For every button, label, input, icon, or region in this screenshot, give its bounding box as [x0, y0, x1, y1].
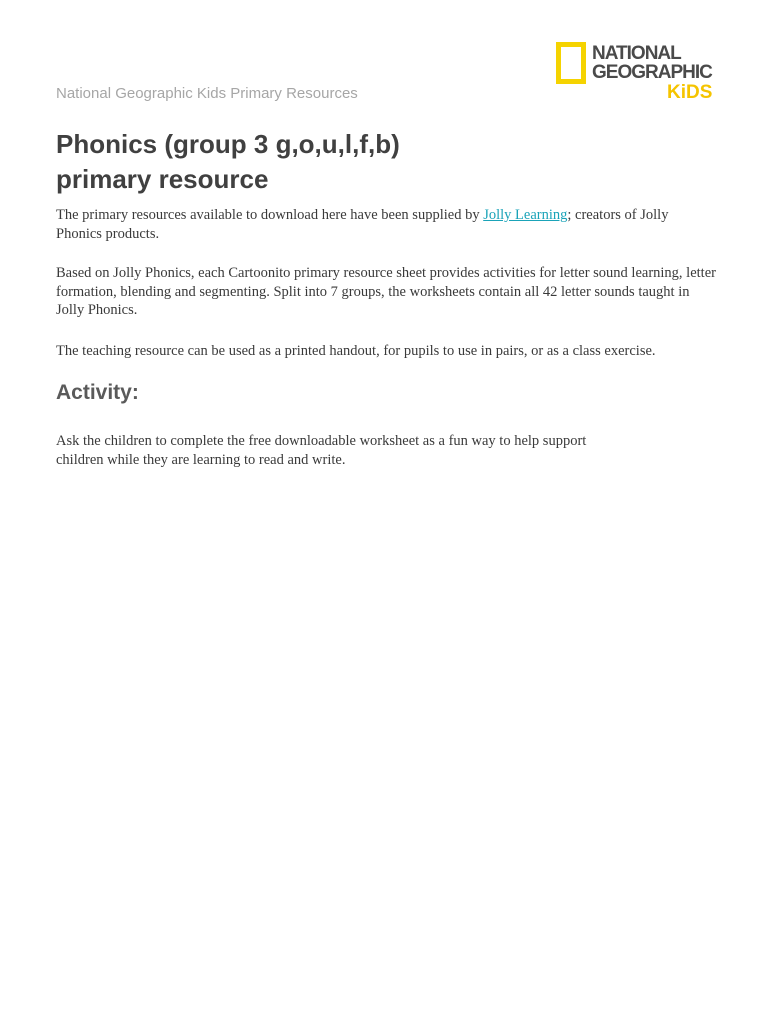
logo-text-kids: KiDS — [667, 82, 713, 103]
intro-paragraph — [56, 206, 716, 243]
activity-paragraph: Ask the children to complete the free downloadable worksheet as a fun way to help support children while they are learning to read and write. — [56, 433, 587, 468]
usage-paragraph: The teaching resource can be used as a printed handout, for pupils to use in pairs, or as a class exercise. — [56, 343, 656, 359]
national-geographic-kids-logo — [556, 42, 713, 104]
page-title-line-1: Phonics (group 3 g,o,u,l,f,b) — [56, 129, 400, 159]
intro-text-after-link: ; creators of Jolly Phonics products. — [56, 207, 669, 242]
logo-text-geographic: GEOGRAPHIC — [592, 62, 712, 83]
intro-text-before-link: The primary resources available to download here have been supplied by — [56, 207, 484, 223]
header-kicker: National Geographic Kids Primary Resources — [56, 85, 358, 102]
logo-yellow-frame-icon — [556, 42, 586, 84]
jolly-learning-link[interactable]: Jolly Learning — [483, 207, 568, 223]
description-paragraph: Based on Jolly Phonics, each Cartoonito primary resource sheet provides activities for letter sound learning, letter formation, blending and segmenting. Split into 7 groups, the worksheets contain all 42 letter sounds taught in Jolly Phonics. — [56, 265, 716, 318]
logo-text-national: NATIONAL — [592, 43, 681, 64]
page-title — [56, 127, 400, 197]
page-title-line-2: primary resource — [56, 164, 269, 194]
activity-heading: Activity: — [56, 381, 139, 404]
